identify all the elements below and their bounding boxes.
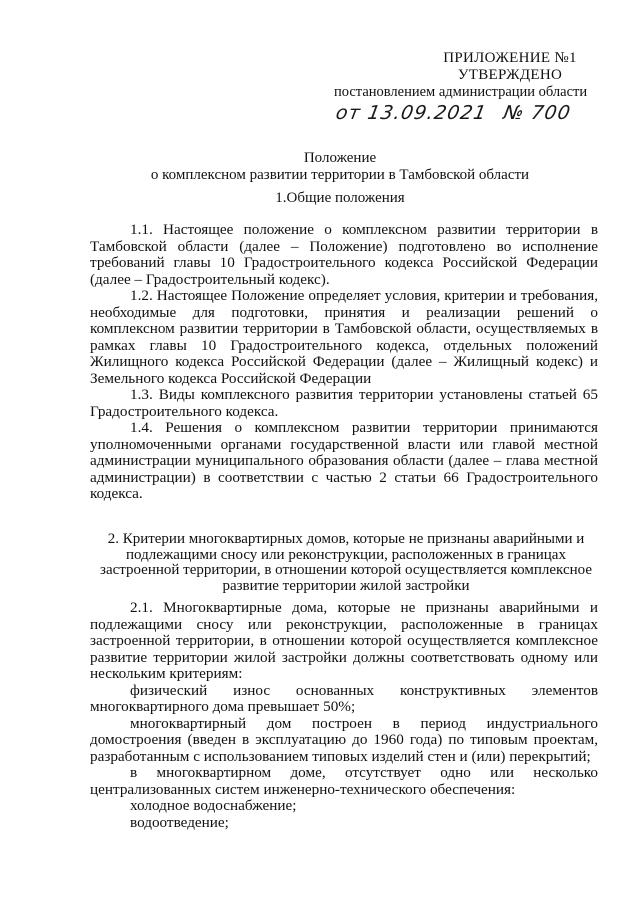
section-2-heading-line-3: застроенной территории, в отношении которой осуществляется комплексное <box>100 562 592 578</box>
handwritten-date: от 13.09.2021 <box>334 102 489 124</box>
appendix-block <box>330 50 620 122</box>
criterion-2-line-2: домостроения (введен в эксплуатацию до 1960 года) по типовым проектам, разработанным с использованием типовых изделий стен и (или) перекрытий; <box>90 731 598 765</box>
paragraph-1-2: 1.2. Настоящее Положение определяет условия, критерии и требования, необходимые для подготовки, принятия и реализации решений о комплексном развитии территории в Тамбовской области, осуществляемых в рамках главы 10 Градостроительного кодекса, отдельных положений Жилищного кодекса Российской Федерации (далее – Жилищный кодекс) и Земельного кодекса Российской Федерации <box>90 287 598 387</box>
criterion-1-line-1: физический износ основанных конструктивных элементов <box>130 681 598 699</box>
handwritten-number: № 700 <box>501 102 573 124</box>
paragraph-2-1: 2.1. Многоквартирные дома, которые не признаны аварийными и подлежащими сносу или реконструкции, расположенные в границах застроенной территории, в отношении которой осуществляется комплексное развитие территории жилой застройки должны соответствовать одному или нескольким критериям: <box>90 599 598 682</box>
section-2-heading-line-2: подлежащими сносу или реконструкции, расположенных в границах <box>126 546 566 563</box>
title-line-1: Положение <box>303 150 377 166</box>
section-2-body <box>90 600 598 831</box>
paragraph-1-3: 1.3. Виды комплексного развития территории установлены статьей 65 Градостроительного кодекса. <box>90 386 598 420</box>
section-2-heading-line-1: 2. Критерии многоквартирных домов, которые не признаны аварийными и <box>107 531 585 547</box>
section-1-body <box>90 222 598 503</box>
issued-by: постановлением администрации области <box>334 84 588 100</box>
paragraph-1-1: 1.1. Настоящее положение о комплексном развитии территории в Тамбовской области (далее – Положение) подготовлено во исполнение требований главы 10 Градостроительного кодекса Российской Федерации (далее – Градостроительный кодекс). <box>90 221 598 288</box>
section-2-heading-line-4: развитие территории жилой застройки <box>222 577 470 594</box>
criterion-2-line-1: многоквартирный дом построен в период индустриального <box>130 714 598 732</box>
criterion-cold-water: холодное водоснабжение; <box>130 797 297 814</box>
criterion-1-line-2: многоквартирного дома превышает 50%; <box>90 698 356 715</box>
appendix-label: ПРИЛОЖЕНИЕ №1 <box>443 50 577 66</box>
document-title <box>90 150 590 184</box>
section-2-heading <box>100 532 592 594</box>
title-line-2: о комплексном развитии территории в Тамбовской области <box>150 167 530 183</box>
criterion-drainage: водоотведение; <box>130 813 229 831</box>
criterion-3-line-1: в многоквартирном доме, отсутствует одно или несколько <box>130 764 598 781</box>
section-1-heading: 1.Общие положения <box>275 190 405 206</box>
criterion-3-line-2: централизованных систем инженерно-технического обеспечения: <box>90 780 516 798</box>
handwritten-date-number <box>334 102 622 124</box>
approved-label: УТВЕРЖДЕНО <box>457 67 563 83</box>
paragraph-1-4: 1.4. Решения о комплексном развитии территории принимаются уполномоченными органами государственной власти или главой местной администрации муниципального образования области (далее – глава местной администрации) в соответствии с частью 2 статьи 66 Градостроительного кодекса. <box>90 419 598 502</box>
